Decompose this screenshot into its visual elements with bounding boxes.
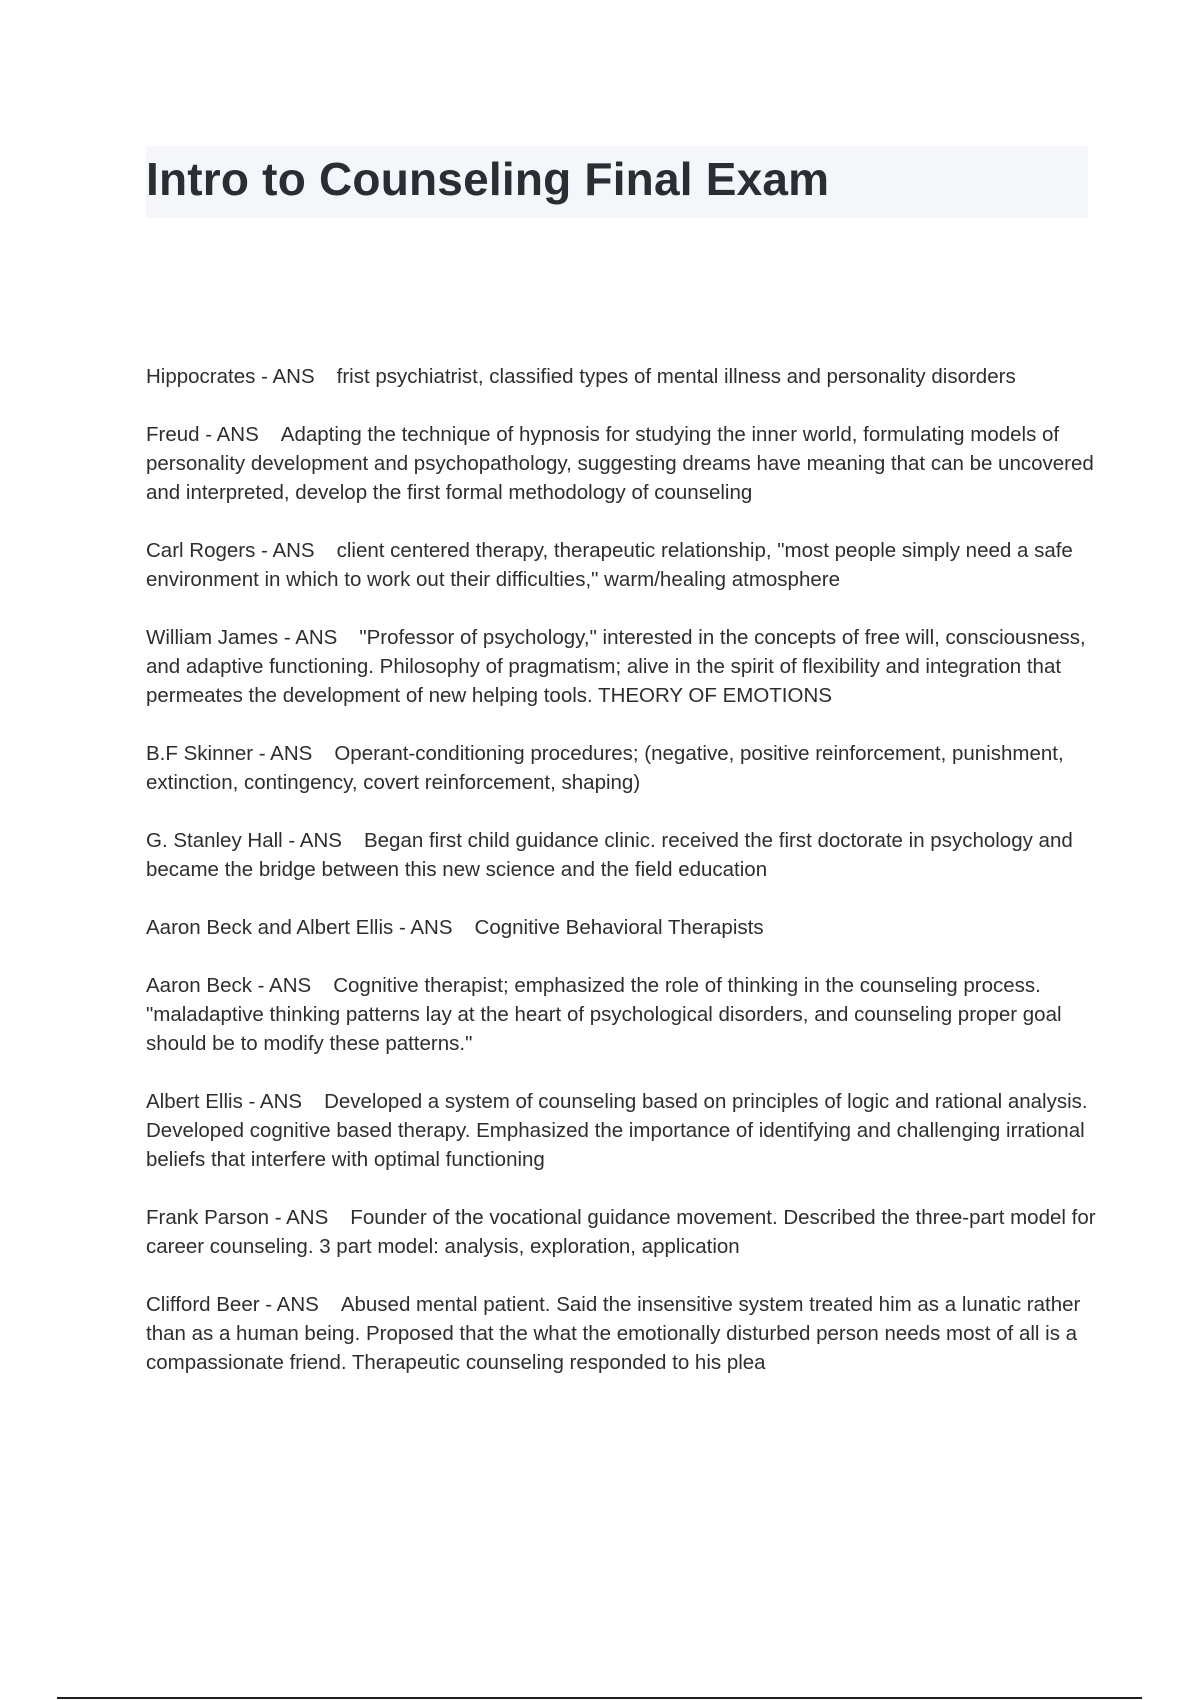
entry-definition: Abused mental patient. Said the insensitive system treated him as a lunatic rather than as a human being. Proposed that the what the emotionally disturbed person needs most of all is a compassionate friend. Therapeutic counseling responded to his plea xyxy=(146,1293,1081,1374)
entry-term: Aaron Beck and Albert Ellis - ANS xyxy=(146,916,453,939)
flashcard-entry xyxy=(146,971,1096,1058)
footer-divider xyxy=(57,1697,1142,1699)
flashcard-entry xyxy=(146,1203,1096,1261)
entry-term: William James - ANS xyxy=(146,626,338,649)
flashcard-entry xyxy=(146,739,1096,797)
flashcard-entry xyxy=(146,1290,1096,1377)
flashcard-entry xyxy=(146,826,1096,884)
entry-term: Hippocrates - ANS xyxy=(146,365,315,388)
entry-definition: Cognitive Behavioral Therapists xyxy=(474,916,764,939)
flashcard-entry xyxy=(146,1087,1096,1174)
entry-term: Carl Rogers - ANS xyxy=(146,539,315,562)
entry-definition: "Professor of psychology," interested in the concepts of free will, consciousness, and adaptive functioning. Philosophy of pragmatism; alive in the spirit of flexibility and integration that permeates the development of new helping tools. THEORY OF EMOTIONS xyxy=(146,626,1086,707)
entry-term: G. Stanley Hall - ANS xyxy=(146,829,342,852)
entry-term: B.F Skinner - ANS xyxy=(146,742,313,765)
flashcard-entry xyxy=(146,913,1096,942)
entry-definition: Operant-conditioning procedures; (negative, positive reinforcement, punishment, extinction, contingency, covert reinforcement, shaping) xyxy=(146,742,1064,794)
flashcard-entry xyxy=(146,536,1096,594)
flashcard-entry xyxy=(146,420,1096,507)
entry-term: Freud - ANS xyxy=(146,423,259,446)
entry-definition: frist psychiatrist, classified types of mental illness and personality disorders xyxy=(336,365,1016,388)
flashcard-list xyxy=(146,362,1096,1406)
entry-term: Clifford Beer - ANS xyxy=(146,1293,319,1316)
flashcard-entry xyxy=(146,362,1096,391)
entry-definition: Cognitive therapist; emphasized the role of thinking in the counseling process. "maladaptive thinking patterns lay at the heart of psychological disorders, and counseling proper goal should be to modify these patterns." xyxy=(146,974,1062,1055)
flashcard-entry xyxy=(146,623,1096,710)
entry-definition: Developed a system of counseling based on principles of logic and rational analysis. Developed cognitive based therapy. Emphasized the importance of identifying and challenging irrational beliefs that interfere with optimal functioning xyxy=(146,1090,1088,1171)
entry-term: Frank Parson - ANS xyxy=(146,1206,329,1229)
entry-definition: client centered therapy, therapeutic relationship, "most people simply need a safe environment in which to work out their difficulties," warm/healing atmosphere xyxy=(146,539,1073,591)
entry-definition: Began first child guidance clinic. received the first doctorate in psychology and became the bridge between this new science and the field education xyxy=(146,829,1073,881)
entry-definition: Adapting the technique of hypnosis for studying the inner world, formulating models of personality development and psychopathology, suggesting dreams have meaning that can be uncovered and interpreted, develop the first formal methodology of counseling xyxy=(146,423,1094,504)
entry-term: Aaron Beck - ANS xyxy=(146,974,312,997)
entry-term: Albert Ellis - ANS xyxy=(146,1090,303,1113)
document-title: Intro to Counseling Final Exam xyxy=(146,153,830,205)
entry-definition: Founder of the vocational guidance movement. Described the three-part model for career counseling. 3 part model: analysis, exploration, application xyxy=(146,1206,1096,1258)
